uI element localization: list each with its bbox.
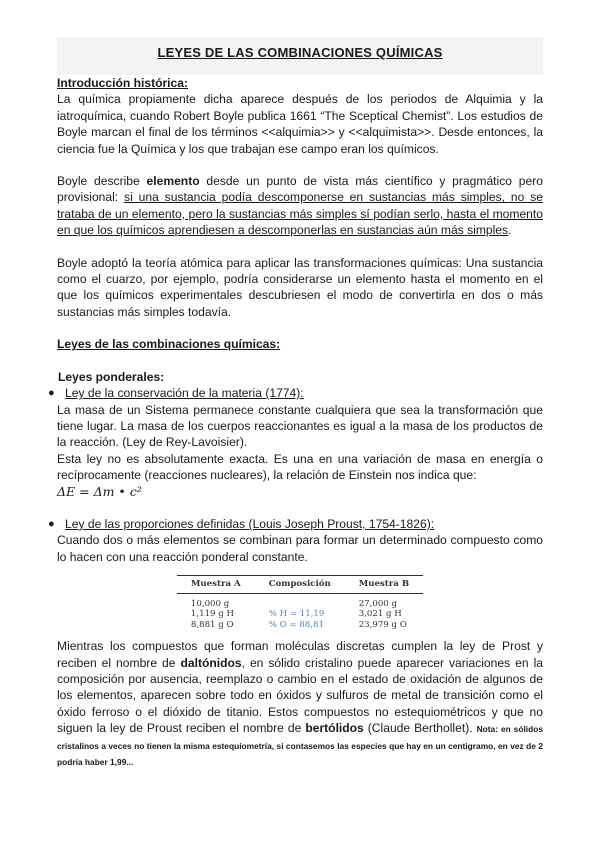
intro-paragraph-3: Boyle adoptó la teoría atómica para aplicar las transformaciones químicas: Una sustancia como el cuarzo, por ejemplo, podría considerarse un elemento hasta el momento en el que los químicos experimentales descubriesen el modo de convertirla en dos o más sustancias más simples todavía. <box>57 255 543 319</box>
intro-paragraph-2: Boyle describe elemento desde un punto de vista más científico y pragmático pero provisional: si una sustancia podía descomponerse en sustancias más simples, no se trataba de un elemento, pero la sustancias más simples sí podían serlo, hasta el momento en que los químicos aprendiesen a descomponerlas en sustancias aún más simples. <box>57 174 543 238</box>
table-header: Muestra A <box>177 576 255 594</box>
conservation-text-1: La masa de un Sistema permanece constante cualquiera que sea la transformación que tiene lugar. La masa de los cuerpos reaccionantes es igual a la masa de los productos de la reacción. (Ley de Rey-Lavoisier). <box>57 402 543 450</box>
intro-paragraph-1: La química propiamente dicha aparece después de los periodos de Alquimia y la iatroquímica, cuando Robert Boyle publica 1661 “The Sceptical Chemist”. Los estudios de Boyle marcan el final de los términos <<alquimia>> y <<alquimista>>. Desde entonces, la ciencia fue la Química y los que trabajan ese campo eran los químicos. <box>57 92 543 156</box>
bullet-conservation <box>48 385 543 401</box>
einstein-formula: ΔE = Δm • c² <box>57 483 142 499</box>
composition-table <box>177 575 423 630</box>
ponderales-heading: Leyes ponderales: <box>58 369 165 384</box>
table-row: 8,881 g O % O = 88,81 23,979 g O <box>190 619 407 630</box>
bullet-icon: ● <box>48 387 55 400</box>
bullet-proportions <box>48 516 543 532</box>
title-bar <box>57 37 543 75</box>
laws-heading: Leyes de las combinaciones químicas: <box>57 337 281 352</box>
table-row: 1,119 g H % H = 11,19 3,021 g H <box>190 609 402 620</box>
table-row: 10,000 g 27,000 g <box>190 598 398 609</box>
footnote: Nota: en sólidos cristalinos a veces no tienen la misma estequiometría, si contasemos las especies que hay en un centigramo, en vez de 2 podría haber 1,99... <box>57 724 543 768</box>
bullet-title: Ley de las proporciones definidas (Louis Joseph Proust, 1754-1826): <box>65 516 435 531</box>
bullet-title: Ley de la conservación de la materia (1774): <box>65 386 304 401</box>
proportions-text: Cuando dos o más elementos se combinan para formar un determinado compuesto como lo hacen con una reacción ponderal constante. <box>57 533 543 564</box>
document-title: LEYES DE LAS COMBINACIONES QUÍMICAS <box>157 45 443 60</box>
document-page <box>48 37 543 770</box>
conservation-text-2: Esta ley no es absolutamente exacta. Es una en una variación de masa en energía o recíprocamente (reacciones nucleares), la relación de Einstein nos indica que: <box>57 451 543 483</box>
bullet-icon: ● <box>48 517 55 530</box>
table-header: Muestra B <box>345 576 423 594</box>
final-paragraph: Mientras los compuestos que forman moléculas discretas cumplen la ley de Prost y reciben el nombre de daltónidos, en sólido cristalino puede aparecer variaciones en la composición por ausencia, reemplazo o cambio en el estado de oxidación de algunos de los elementos, aparecen sobre todo en óxidos y sulfuros de metal de transición como el óxido ferroso o el dióxido de titanio. Estos compuestos no estequiométricos y que no siguen la ley de Proust reciben el nombre de bertólidos (Claude Berthollet). Nota: en sólidos cristalinos a veces no tienen la misma estequiometría, si contasemos las especies que hay en un centigramo, en vez de 2 podría haber 1,99... <box>57 639 543 768</box>
intro-heading: Introducción histórica: <box>57 76 189 90</box>
table-header: Composición <box>255 576 345 594</box>
